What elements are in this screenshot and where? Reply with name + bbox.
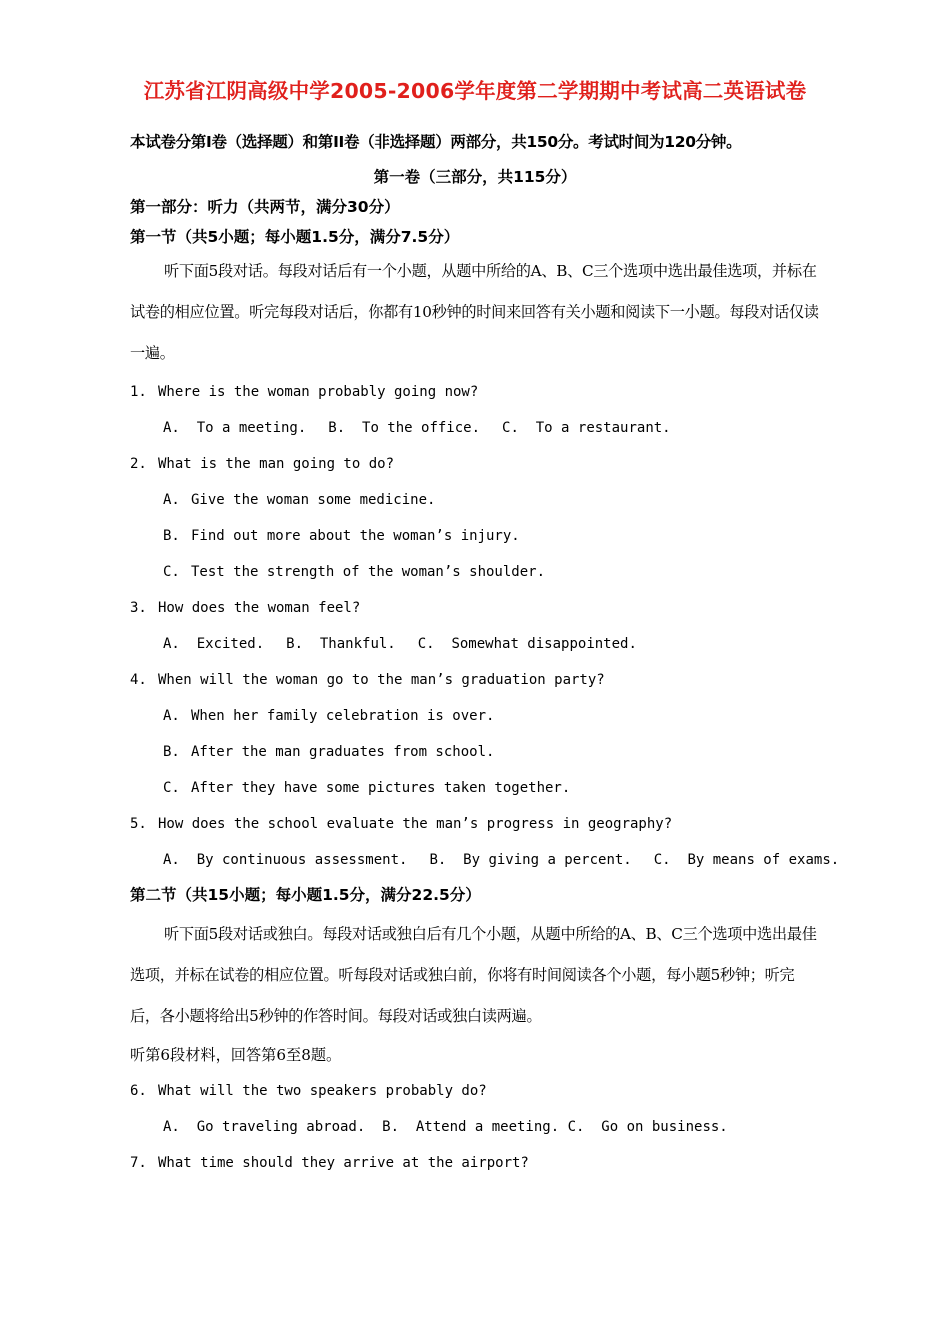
question-7 <box>130 1145 820 1181</box>
question-3-options <box>130 626 820 662</box>
option-label: C. <box>163 564 180 580</box>
question-1 <box>130 374 820 410</box>
option-a <box>163 420 306 436</box>
question-number: 6. <box>130 1083 147 1099</box>
section2-title: 第二节（共15小题；每小题1.5分，满分22.5分） <box>130 886 481 904</box>
option-label: B. <box>163 528 180 544</box>
option-label: C. <box>163 780 180 796</box>
question-number: 5. <box>130 816 147 832</box>
volume1-title: 第一卷（三部分，共115分） <box>373 168 577 186</box>
option-label: B. <box>429 852 447 868</box>
option-c <box>130 554 820 590</box>
option-text: When her family celebration is over. <box>191 708 495 724</box>
section1-instructions: 听下面5段对话。每段对话后有一个小题，从题中所给的A、B、C三个选项中选出最佳选项，并标在试卷的相应位置。听完每段对话后，你都有10秒钟的时间来回答有关小题和阅读下一小题。每段对话仅读一遍。 <box>130 262 819 362</box>
question-text: How does the school evaluate the man’s progress in geography? <box>158 816 673 832</box>
option-label: B. <box>328 420 346 436</box>
question-5-options <box>130 842 840 878</box>
exam-intro: 本试卷分第I卷（选择题）和第II卷（非选择题）两部分，共150分。考试时间为120分钟。 <box>130 133 742 151</box>
option-label: B. <box>286 636 304 652</box>
option-b <box>130 734 820 770</box>
question-6-options: A. Go traveling abroad. B. Attend a meeting. C. Go on business. <box>163 1119 728 1135</box>
question-number: 1. <box>130 384 147 400</box>
option-c <box>502 420 671 436</box>
question-1-options <box>130 410 820 446</box>
option-text: Excited. <box>196 636 265 652</box>
part1-title: 第一部分：听力（共两节，满分30分） <box>130 198 400 216</box>
question-number: 7. <box>130 1155 147 1171</box>
option-text: Somewhat disappointed. <box>451 636 637 652</box>
question-number: 3. <box>130 600 147 616</box>
option-label: B. <box>163 744 180 760</box>
question-text: When will the woman go to the man’s graduation party? <box>158 672 605 688</box>
option-text: Find out more about the woman’s injury. <box>191 528 520 544</box>
material-note: 听第6段材料，回答第6至8题。 <box>130 1046 342 1064</box>
option-text: By means of exams. <box>687 852 840 868</box>
option-text: To a restaurant. <box>535 420 671 436</box>
option-label: A. <box>163 420 180 436</box>
question-4 <box>130 662 820 698</box>
option-label: A. <box>163 852 180 868</box>
question-number: 2. <box>130 456 147 472</box>
option-text: Give the woman some medicine. <box>191 492 436 508</box>
question-number: 4. <box>130 672 147 688</box>
option-label: A. <box>163 492 180 508</box>
option-text: After the man graduates from school. <box>191 744 495 760</box>
question-text: What is the man going to do? <box>158 456 395 472</box>
question-text: What time should they arrive at the airport? <box>158 1155 529 1171</box>
option-text: Thankful. <box>319 636 396 652</box>
option-label: C. <box>502 420 519 436</box>
option-text: By continuous assessment. <box>196 852 408 868</box>
question-5 <box>130 806 820 842</box>
section1-title: 第一节（共5小题；每小题1.5分，满分7.5分） <box>130 228 460 246</box>
question-3 <box>130 590 820 626</box>
question-list-part1 <box>130 374 840 878</box>
option-text: After they have some pictures taken together. <box>191 780 571 796</box>
question-text: How does the woman feel? <box>158 600 361 616</box>
option-text: To the office. <box>362 420 481 436</box>
document-page <box>130 78 840 1181</box>
option-c <box>654 852 839 868</box>
option-label: A. <box>163 708 180 724</box>
option-b <box>429 852 631 868</box>
option-c <box>130 770 820 806</box>
option-text: To a meeting. <box>196 420 307 436</box>
option-a <box>163 852 407 868</box>
option-a <box>163 636 264 652</box>
question-6 <box>130 1073 820 1109</box>
option-text: Test the strength of the woman’s shoulder. <box>191 564 546 580</box>
section2-instructions: 听下面5段对话或独白。每段对话或独白后有几个小题，从题中所给的A、B、C三个选项中选出最佳选项，并标在试卷的相应位置。听每段对话或独白前，你将有时间阅读各个小题，每小题5秒钟；听完后，各小题将给出5秒钟的作答时间。每段对话或独白读两遍。 <box>130 925 817 1025</box>
option-a <box>130 698 820 734</box>
question-text: What will the two speakers probably do? <box>158 1083 487 1099</box>
document-title: 江苏省江阴高级中学2005-2006学年度第二学期期中考试高二英语试卷 <box>143 79 807 103</box>
option-label: A. <box>163 636 180 652</box>
question-text: Where is the woman probably going now? <box>158 384 479 400</box>
option-b <box>286 636 396 652</box>
question-2 <box>130 446 820 482</box>
option-b <box>328 420 480 436</box>
option-a <box>130 482 820 518</box>
option-text: By giving a percent. <box>463 852 632 868</box>
option-label: C. <box>653 852 671 868</box>
option-label: C. <box>417 636 435 652</box>
option-b <box>130 518 820 554</box>
option-c <box>418 636 637 652</box>
